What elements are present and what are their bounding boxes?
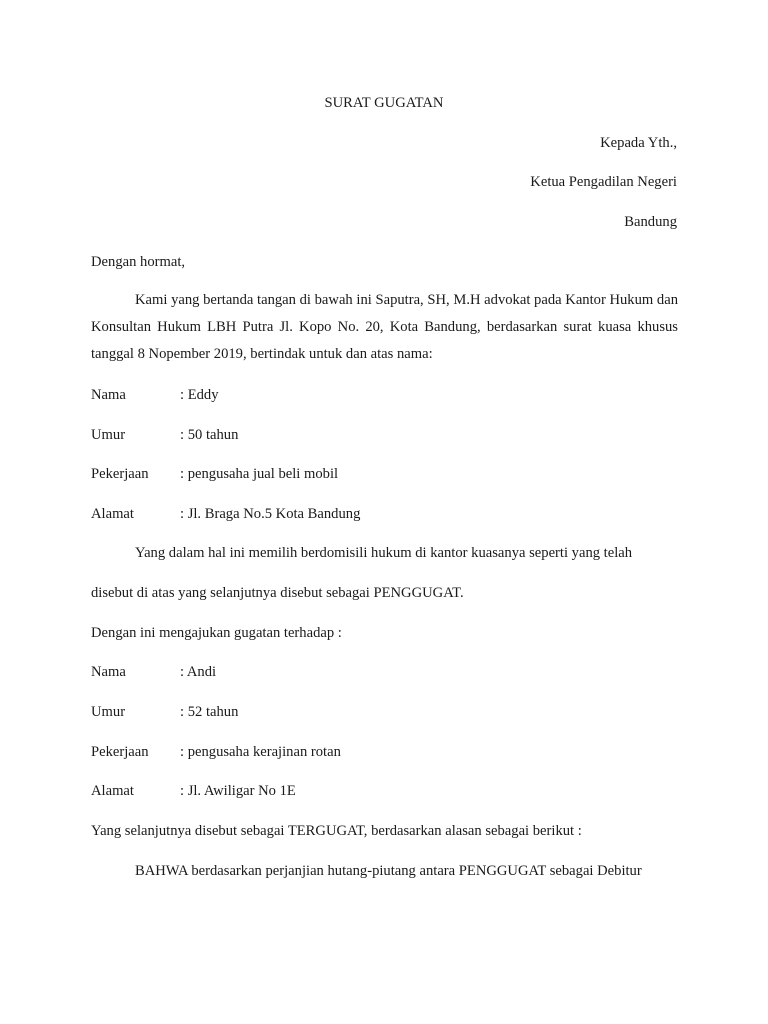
plaintiff-occupation-row <box>91 465 678 483</box>
plaintiff-name-row <box>91 386 678 404</box>
recipient-line-1: Kepada Yth., <box>600 135 677 151</box>
recipient-line-2: Ketua Pengadilan Negeri <box>530 174 677 190</box>
field-label: Alamat <box>91 783 134 799</box>
field-label: Umur <box>91 427 126 443</box>
intro-paragraph <box>91 287 678 368</box>
plaintiff-address-row <box>91 505 678 523</box>
reason-start: BAHWA berdasarkan perjanjian hutang-piutang antara PENGGUGAT sebagai Debitur <box>135 863 642 879</box>
intro-paragraph-text: Kami yang bertanda tangan di bawah ini Saputra, SH, M.H advokat pada Kantor Hukum dan Konsultan Hukum LBH Putra Jl. Kopo No. 20, Kota Bandung, berdasarkan surat kuasa khusus tanggal 8 Nopember 2019, bertindak untuk dan atas nama: <box>91 292 678 362</box>
defendant-age-row <box>91 703 678 721</box>
defendant-address-row <box>91 782 678 800</box>
against-line: Dengan ini mengajukan gugatan terhadap : <box>91 625 342 641</box>
field-label: Umur <box>91 704 126 720</box>
field-value: : Jl. Awiligar No 1E <box>180 783 296 799</box>
defendant-note: Yang selanjutnya disebut sebagai TERGUGAT, berdasarkan alasan sebagai berikut : <box>91 823 582 839</box>
field-value: : 52 tahun <box>180 704 239 720</box>
domicile-line-2: disebut di atas yang selanjutnya disebut sebagai PENGGUGAT. <box>91 585 464 601</box>
field-label: Pekerjaan <box>91 744 149 760</box>
greeting: Dengan hormat, <box>91 254 186 270</box>
field-value: : pengusaha jual beli mobil <box>180 466 339 482</box>
domicile-line-1: Yang dalam hal ini memilih berdomisili hukum di kantor kuasanya seperti yang telah <box>135 545 633 561</box>
field-value: : Jl. Braga No.5 Kota Bandung <box>180 506 361 522</box>
defendant-name-row <box>91 663 678 681</box>
field-label: Nama <box>91 387 126 403</box>
recipient-line-3: Bandung <box>624 214 677 230</box>
field-value: : pengusaha kerajinan rotan <box>180 744 341 760</box>
field-label: Nama <box>91 664 126 680</box>
defendant-occupation-row <box>91 743 678 761</box>
field-label: Alamat <box>91 506 134 522</box>
field-value: : Eddy <box>180 387 219 403</box>
field-value: : Andi <box>180 664 217 680</box>
document-title: SURAT GUGATAN <box>324 95 444 111</box>
field-value: : 50 tahun <box>180 427 239 443</box>
plaintiff-age-row <box>91 426 678 444</box>
field-label: Pekerjaan <box>91 466 149 482</box>
